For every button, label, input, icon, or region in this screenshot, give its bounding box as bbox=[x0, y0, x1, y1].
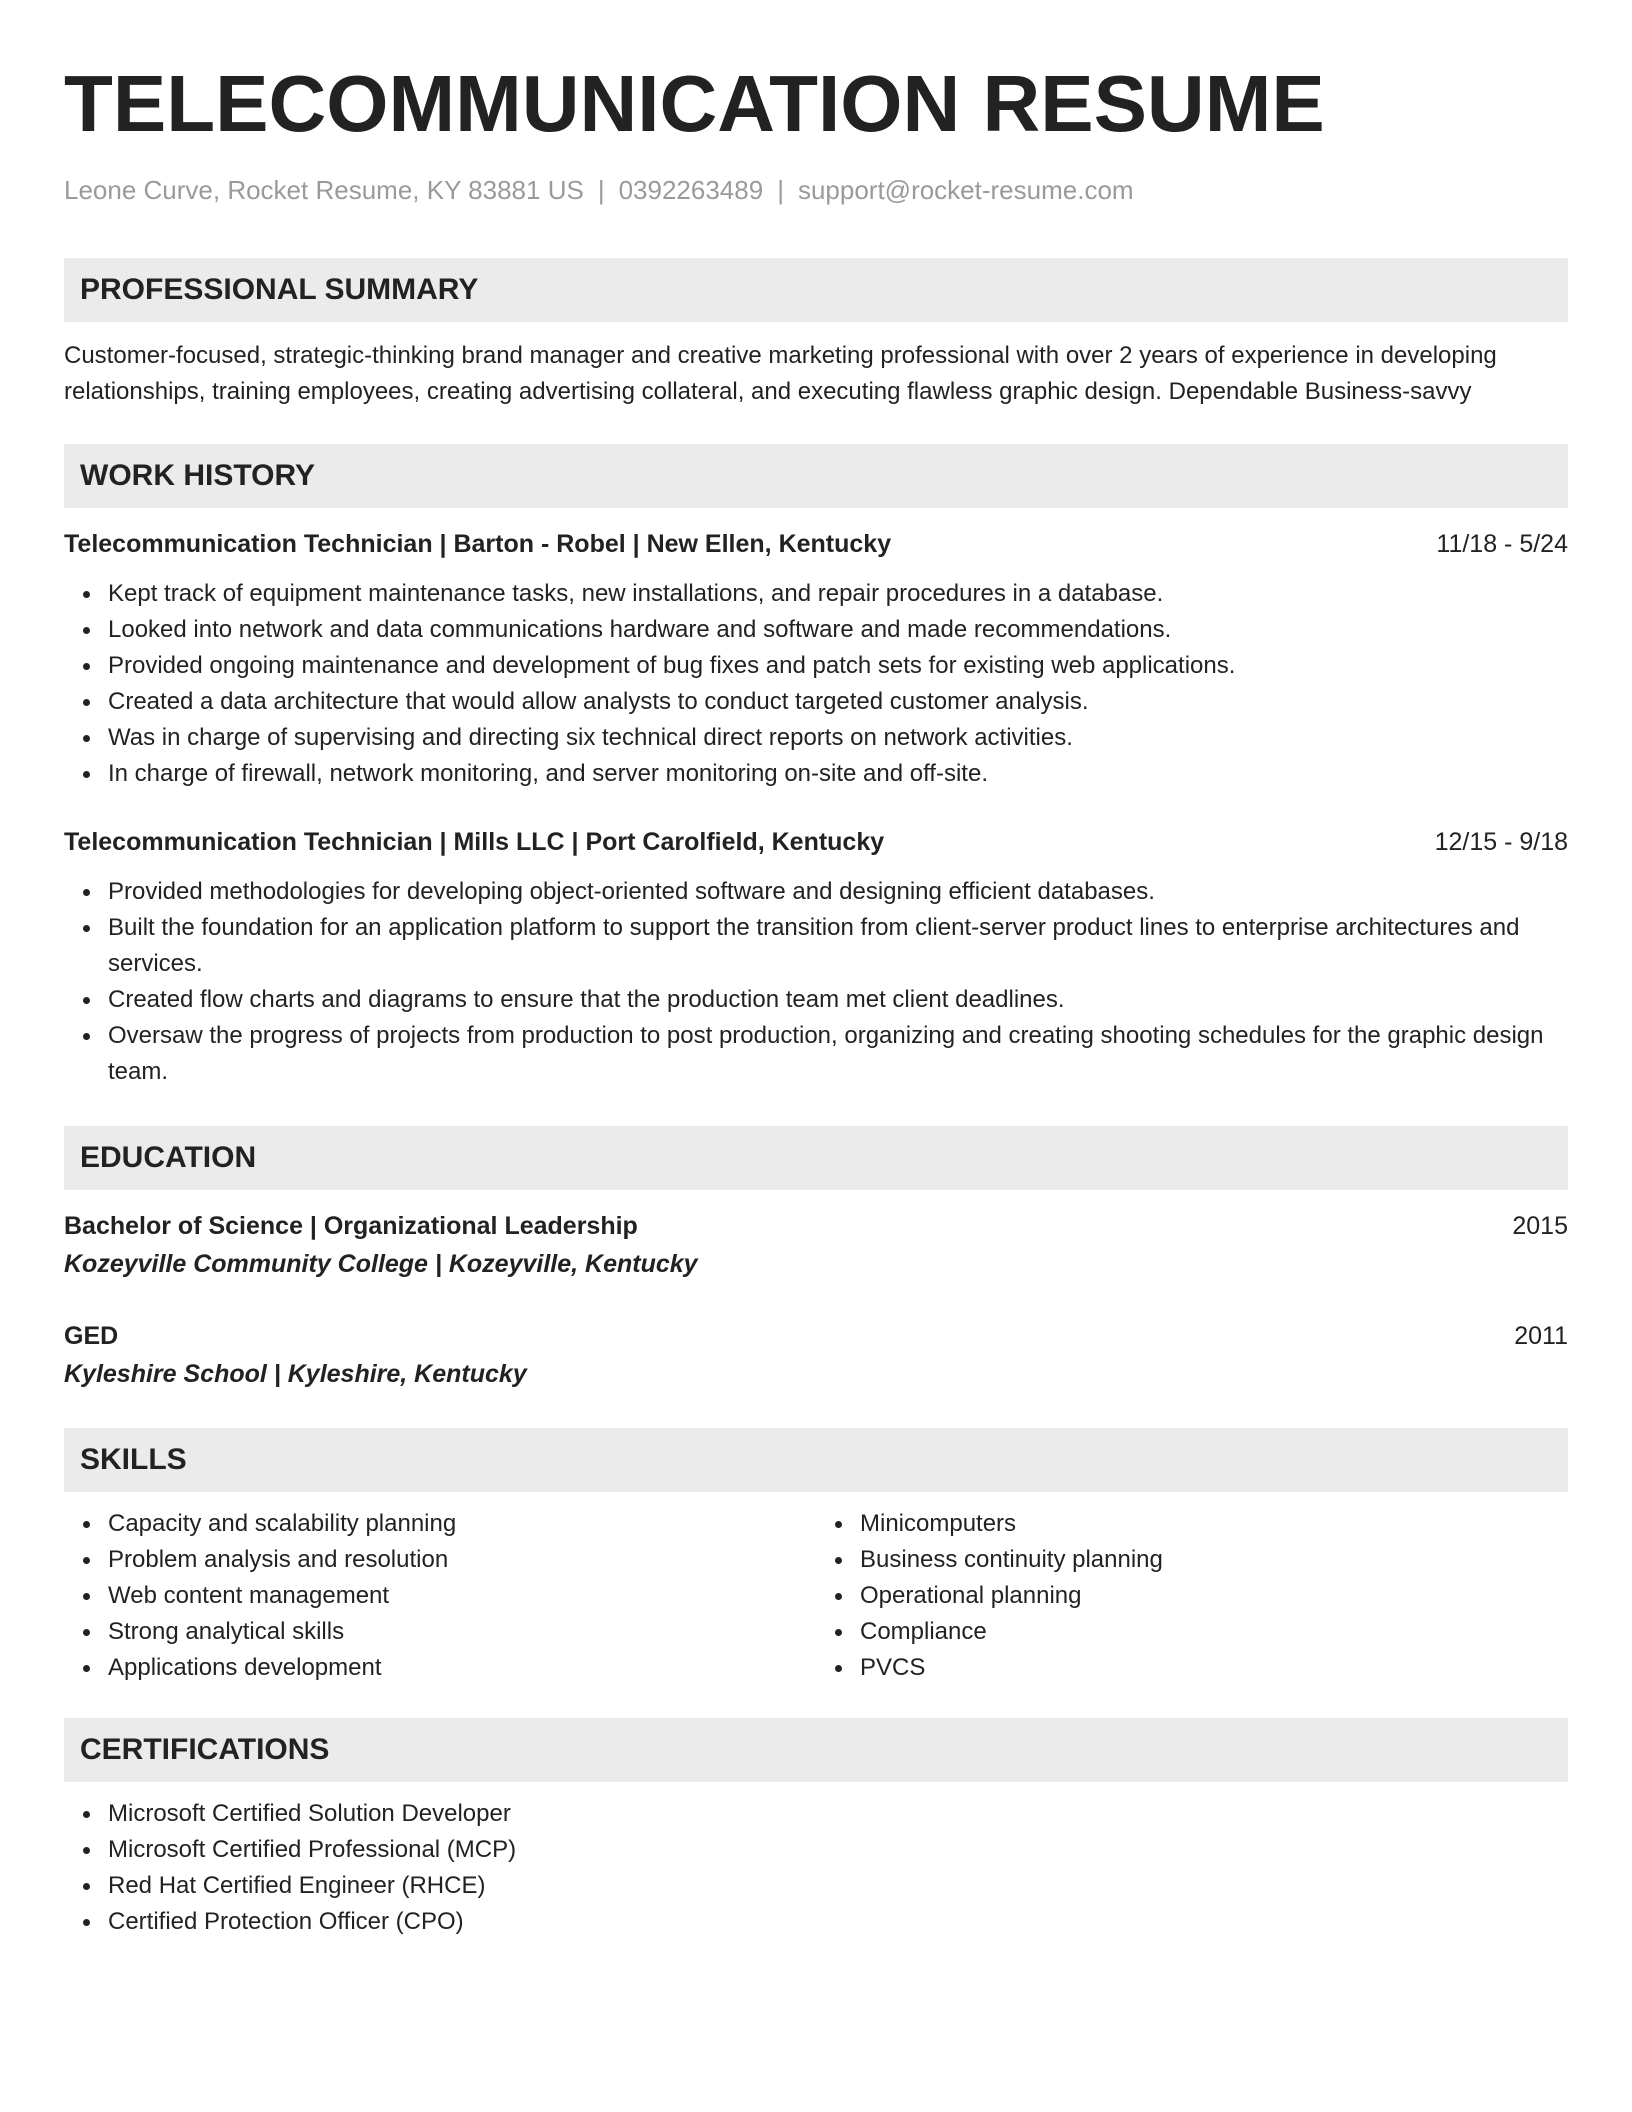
job-bullets bbox=[64, 874, 1568, 1090]
skill-item: Strong analytical skills bbox=[108, 1614, 816, 1650]
skill-item: Business continuity planning bbox=[860, 1542, 1568, 1578]
education-header bbox=[64, 1208, 1568, 1244]
job-bullet: Created a data architecture that would allow analysts to conduct targeted customer analysis. bbox=[108, 684, 1568, 720]
certifications-list bbox=[64, 1796, 1568, 1940]
education-year: 2011 bbox=[1514, 1322, 1568, 1350]
section-header-skills: SKILLS bbox=[64, 1428, 1568, 1492]
education-entry bbox=[64, 1318, 1568, 1392]
skill-item: Problem analysis and resolution bbox=[108, 1542, 816, 1578]
education-header bbox=[64, 1318, 1568, 1354]
job-bullets bbox=[64, 576, 1568, 792]
summary-text: Customer-focused, strategic-thinking brand manager and creative marketing professional with over 2 years of experience in developing relationships, training employees, creating advertising collateral, and executing flawless graphic design. Dependable Business-savvy bbox=[64, 342, 1497, 405]
skill-item: Capacity and scalability planning bbox=[108, 1506, 816, 1542]
job-bullet: Looked into network and data communications hardware and software and made recommendations. bbox=[108, 612, 1568, 648]
certification-item: Certified Protection Officer (CPO) bbox=[108, 1904, 1568, 1940]
education-degree: Bachelor of Science | Organizational Leadership bbox=[64, 1212, 638, 1240]
job-bullet: Oversaw the progress of projects from production to post production, organizing and creating shooting schedules for the graphic design team. bbox=[108, 1018, 1568, 1090]
contact-separator: | bbox=[777, 175, 784, 205]
job-bullet: Created flow charts and diagrams to ensure that the production team met client deadlines. bbox=[108, 982, 1568, 1018]
job-entry bbox=[64, 824, 1568, 1090]
contact-address: Leone Curve, Rocket Resume, KY 83881 US bbox=[64, 175, 584, 205]
skills-column-left bbox=[64, 1506, 816, 1686]
job-bullet: Provided methodologies for developing object-oriented software and designing efficient databases. bbox=[108, 874, 1568, 910]
contact-separator: | bbox=[597, 175, 605, 205]
education-degree: GED bbox=[64, 1322, 119, 1350]
skill-item: Operational planning bbox=[860, 1578, 1568, 1614]
skill-item: Web content management bbox=[108, 1578, 816, 1614]
skill-item: Minicomputers bbox=[860, 1506, 1568, 1542]
contact-line bbox=[64, 174, 1568, 206]
job-bullet: Built the foundation for an application platform to support the transition from client-server product lines to enterprise architectures and services. bbox=[108, 910, 1568, 982]
skills-list bbox=[64, 1506, 816, 1686]
skill-item: Applications development bbox=[108, 1650, 816, 1686]
job-bullet: Was in charge of supervising and directing six technical direct reports on network activities. bbox=[108, 720, 1568, 756]
education-school: Kozeyville Community College | Kozeyville, Kentucky bbox=[64, 1250, 698, 1278]
job-title: Telecommunication Technician | Mills LLC | Port Carolfield, Kentucky bbox=[64, 828, 885, 856]
resume-title: TELECOMMUNICATION RESUME bbox=[64, 59, 1325, 148]
job-title: Telecommunication Technician | Barton - Robel | New Ellen, Kentucky bbox=[64, 530, 892, 558]
job-bullet: In charge of firewall, network monitoring, and server monitoring on-site and off-site. bbox=[108, 756, 1568, 792]
education-school: Kyleshire School | Kyleshire, Kentucky bbox=[64, 1360, 527, 1388]
section-header-summary: PROFESSIONAL SUMMARY bbox=[64, 258, 1568, 322]
contact-email: support@rocket-resume.com bbox=[797, 175, 1134, 205]
certification-item: Red Hat Certified Engineer (RHCE) bbox=[108, 1868, 1568, 1904]
job-bullet: Kept track of equipment maintenance tasks, new installations, and repair procedures in a database. bbox=[108, 576, 1568, 612]
certification-item: Microsoft Certified Solution Developer bbox=[108, 1796, 1568, 1832]
certification-item: Microsoft Certified Professional (MCP) bbox=[108, 1832, 1568, 1868]
skill-item: Compliance bbox=[860, 1614, 1568, 1650]
job-dates: 12/15 - 9/18 bbox=[1434, 828, 1568, 856]
contact-phone: 0392263489 bbox=[618, 175, 764, 205]
education-entry bbox=[64, 1208, 1568, 1282]
skills-grid bbox=[64, 1506, 1568, 1686]
certifications-block bbox=[64, 1796, 1568, 1940]
section-header-education: EDUCATION bbox=[64, 1126, 1568, 1190]
job-entry bbox=[64, 526, 1568, 792]
section-header-work-history: WORK HISTORY bbox=[64, 444, 1568, 508]
section-header-certifications: CERTIFICATIONS bbox=[64, 1718, 1568, 1782]
job-dates: 11/18 - 5/24 bbox=[1436, 530, 1568, 558]
skills-list bbox=[816, 1506, 1568, 1686]
skills-column-right bbox=[816, 1506, 1568, 1686]
skill-item: PVCS bbox=[860, 1650, 1568, 1686]
job-header bbox=[64, 824, 1568, 860]
job-header bbox=[64, 526, 1568, 562]
education-year: 2015 bbox=[1512, 1212, 1568, 1240]
job-bullet: Provided ongoing maintenance and development of bug fixes and patch sets for existing web applications. bbox=[108, 648, 1568, 684]
